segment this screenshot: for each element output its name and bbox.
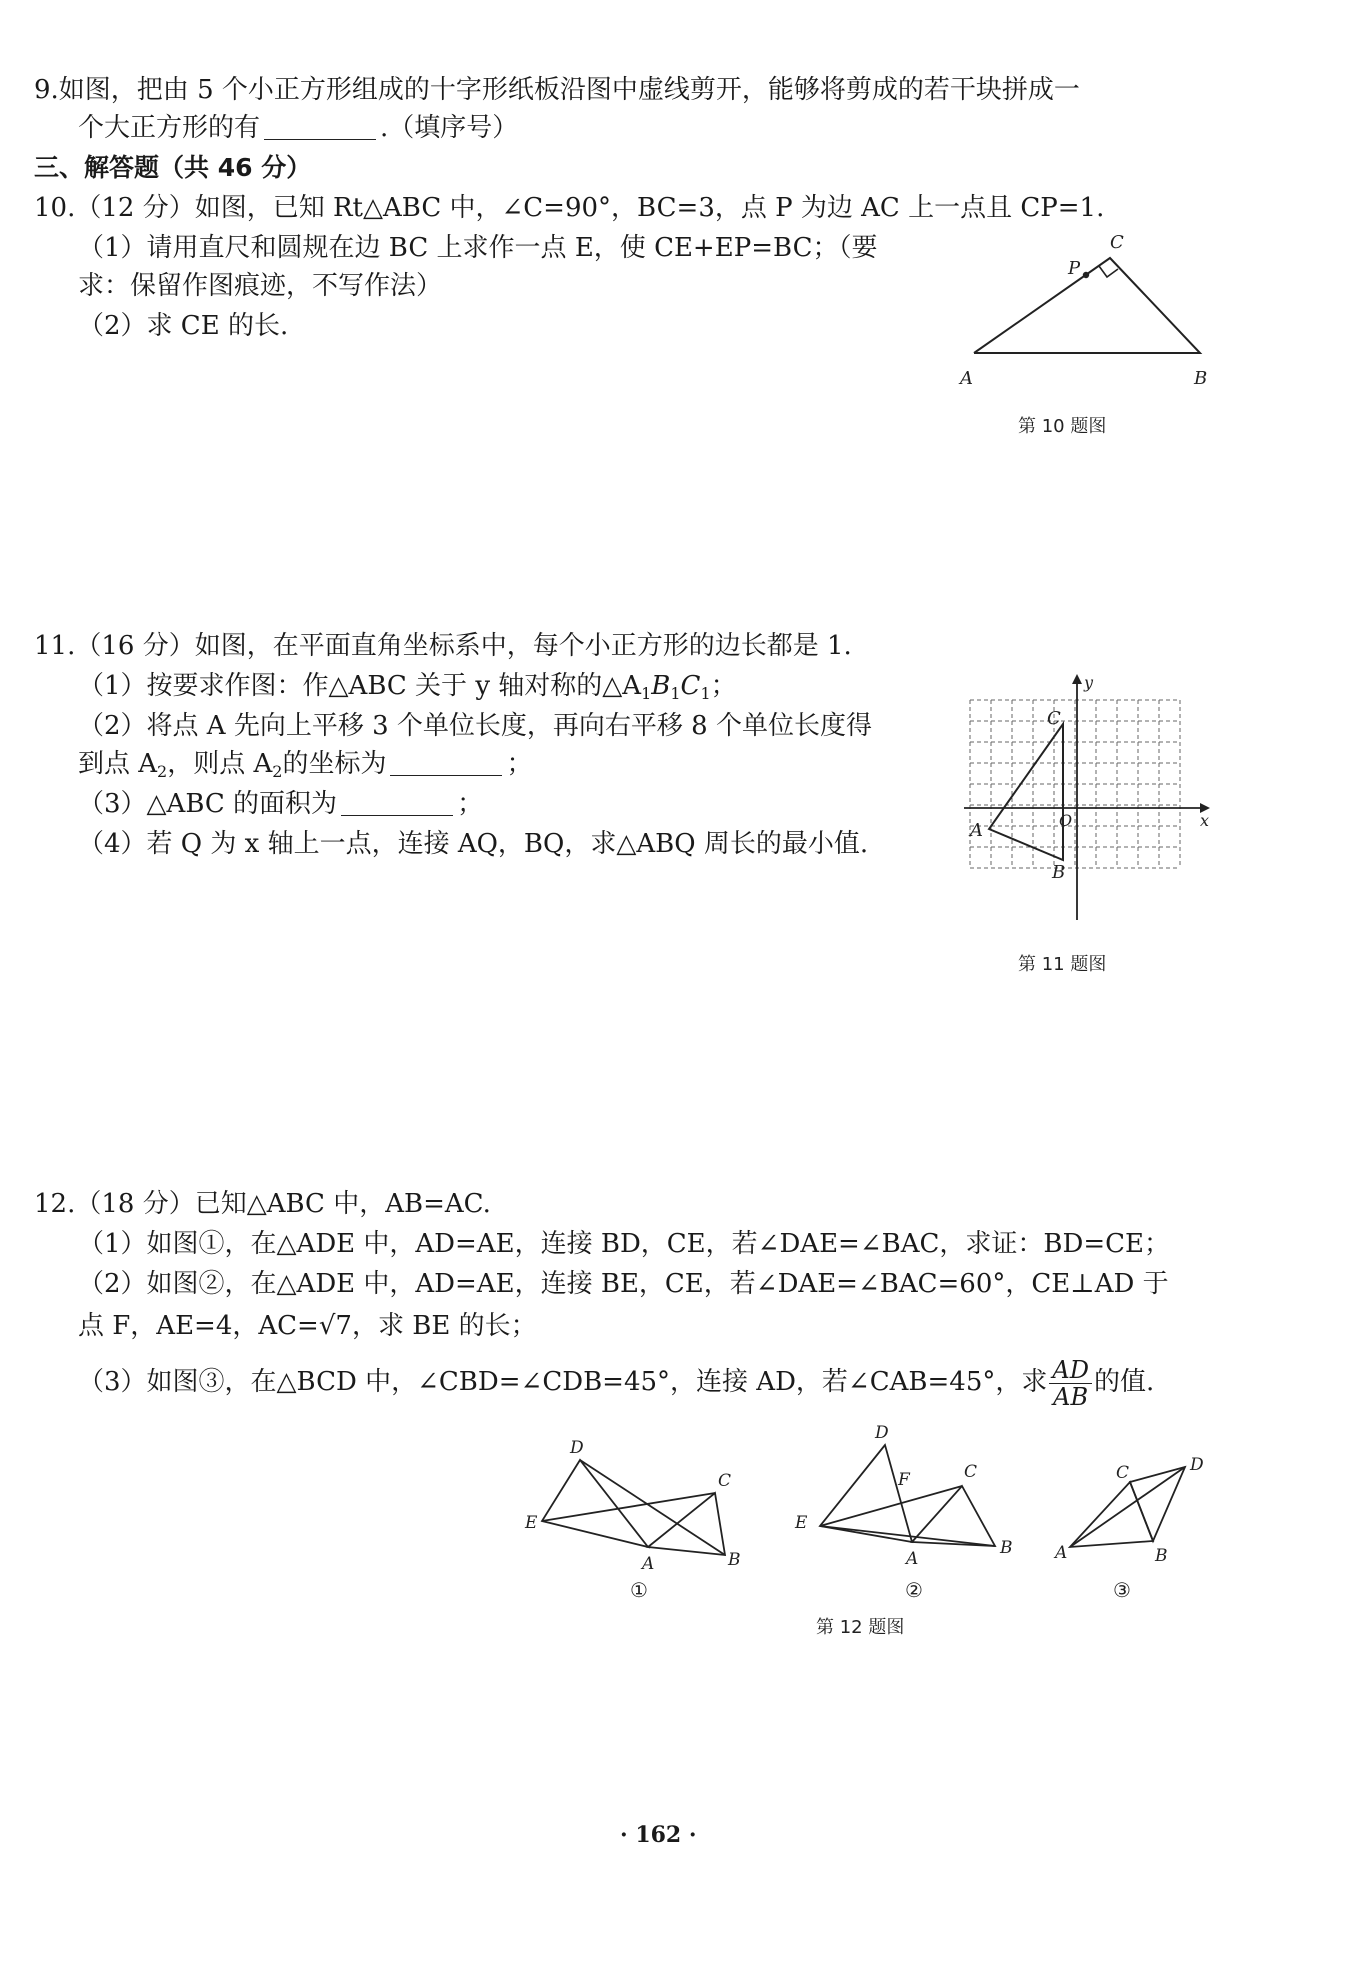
q10-part1b: 求：保留作图痕迹，不写作法） [78, 271, 443, 301]
q12-f2-label-e: E [795, 1513, 808, 1533]
q12-f1-label-a: A [642, 1554, 655, 1574]
q11-label-y: y [1084, 673, 1094, 692]
q11-part1 [78, 668, 737, 712]
q12-fig-label-2: ② [905, 1578, 923, 1600]
q10-part2: （2）求 CE 的长. [78, 311, 289, 341]
q9-line1: 9.如图，把由 5 个小正方形组成的十字形纸板沿图中虚线剪开，能够将剪成的若干块拼成一 [34, 75, 1080, 105]
q12-part2b: 点 F，AE=4，AC=√7，求 BE 的长； [78, 1311, 537, 1341]
q12-fig-label-3: ③ [1113, 1578, 1131, 1600]
q11-label-c: C [1047, 708, 1061, 729]
q10-label-a: A [960, 368, 973, 389]
q11-label-x: x [1200, 811, 1210, 830]
q12-figure-2 [820, 1445, 995, 1546]
q10-label-p: P [1068, 258, 1081, 279]
q11-part1-sub-b: 1 [670, 684, 681, 703]
q12-f1-label-d: D [570, 1438, 584, 1458]
q11-part1-pre: （1）按要求作图：作△ABC 关于 y 轴对称的△A [78, 671, 642, 701]
q9-line2-post: .（填序号） [380, 113, 519, 143]
q10-part1a: （1）请用直尺和圆规在边 BC 上求作一点 E，使 CE+EP=BC；（要 [78, 233, 878, 263]
q11-grid [970, 700, 1180, 868]
q11-part2b-sub2: 2 [272, 762, 283, 781]
q11-part3 [78, 786, 483, 822]
q12-figures [520, 1425, 1240, 1600]
q9-line2-pre: 个大正方形的有 [78, 113, 261, 143]
q12-fig-label-1: ① [630, 1578, 648, 1600]
q12-fraction [1049, 1357, 1092, 1410]
q11-part2b [78, 746, 533, 790]
q11-figure [960, 670, 1215, 920]
q12-part3-post: 的值. [1093, 1367, 1155, 1397]
q11-part1-sub-a: 1 [641, 684, 652, 703]
q11-part4: （4）若 Q 为 x 轴上一点，连接 AQ，BQ，求△ABQ 周长的最小值. [78, 829, 869, 859]
q11-part1-sub-c: 1 [700, 684, 711, 703]
q11-part2a: （2）将点 A 先向上平移 3 个单位长度，再向右平移 8 个单位长度得 [78, 711, 872, 741]
q12-frac-num: AD [1049, 1357, 1092, 1384]
q12-f1-label-e: E [525, 1513, 538, 1533]
q12-part1: （1）如图①，在△ADE 中，AD=AE，连接 BD，CE，若∠DAE=∠BAC，求证：BD=CE； [78, 1229, 1171, 1259]
q12-f2-label-c: C [964, 1462, 978, 1482]
q11-part2b-sub1: 2 [157, 762, 168, 781]
q12-f3-label-b: B [1155, 1546, 1168, 1566]
q11-part1-end: ； [710, 671, 737, 701]
q12-f2-label-f: F [898, 1470, 910, 1490]
q11-part2b-pre: 到点 A [78, 749, 158, 779]
q12-part2a: （2）如图②，在△ADE 中，AD=AE，连接 BE，CE，若∠DAE=∠BAC=60°，CE⊥AD 于 [78, 1269, 1169, 1299]
q11-part1-b: B [651, 671, 671, 701]
q11-part3-semicolon: ； [457, 789, 484, 819]
q12-f2-label-d: D [875, 1425, 889, 1443]
q12-f2-label-b: B [1000, 1538, 1013, 1558]
q11-coord-blank [390, 751, 502, 776]
q11-label-a: A [970, 820, 983, 841]
q10-point-p [1083, 272, 1089, 278]
q12-part3-pre: （3）如图③，在△BCD 中，∠CBD=∠CDB=45°，连接 AD，若∠CAB=45°，求 [78, 1367, 1048, 1397]
page-number: · 162 · [620, 1822, 697, 1848]
q12-part3 [78, 1356, 1154, 1410]
q11-label-o: O [1059, 811, 1073, 830]
q10-right-angle-mark [1099, 266, 1118, 277]
q10-label-b: B [1194, 368, 1208, 389]
q12-f1-label-c: C [718, 1471, 732, 1491]
q12-f1-label-b: B [728, 1550, 741, 1570]
q11-part2b-mid: ，则点 A [167, 749, 273, 779]
q9-line2 [78, 110, 518, 146]
q11-label-b: B [1052, 862, 1066, 883]
q10-caption: 第 10 题图 [1018, 416, 1107, 437]
q12-caption: 第 12 题图 [816, 1617, 905, 1638]
q12-figure-1 [542, 1460, 725, 1555]
q11-caption: 第 11 题图 [1018, 954, 1107, 975]
q11-y-arrow [1072, 674, 1082, 684]
q12-f3-label-a: A [1055, 1543, 1068, 1563]
q12-frac-den: AB [1053, 1382, 1089, 1411]
q9-answer-blank [264, 115, 376, 140]
q11-part1-c: C [680, 671, 701, 701]
section-heading: 三、解答题（共 46 分） [34, 153, 312, 182]
q11-part2b-end: 的坐标为 [282, 749, 387, 779]
q12-f3-label-d: D [1190, 1455, 1204, 1475]
q11-stem: 11.（16 分）如图，在平面直角坐标系中，每个小正方形的边长都是 1. [34, 631, 852, 661]
q10-stem: 10.（12 分）如图，已知 Rt△ABC 中，∠C=90°，BC=3，点 P 为边 AC 上一点且 CP=1. [34, 193, 1105, 223]
q12-f2-label-a: A [906, 1549, 919, 1569]
q11-part3-pre: （3）△ABC 的面积为 [78, 789, 338, 819]
q11-triangle-abc [989, 724, 1063, 860]
q11-part2b-semicolon: ； [506, 749, 533, 779]
q10-label-c: C [1110, 232, 1124, 253]
q10-figure [950, 230, 1220, 400]
q11-area-blank [341, 791, 453, 816]
q12-stem: 12.（18 分）已知△ABC 中，AB=AC. [34, 1189, 491, 1219]
q12-f3-label-c: C [1116, 1463, 1130, 1483]
